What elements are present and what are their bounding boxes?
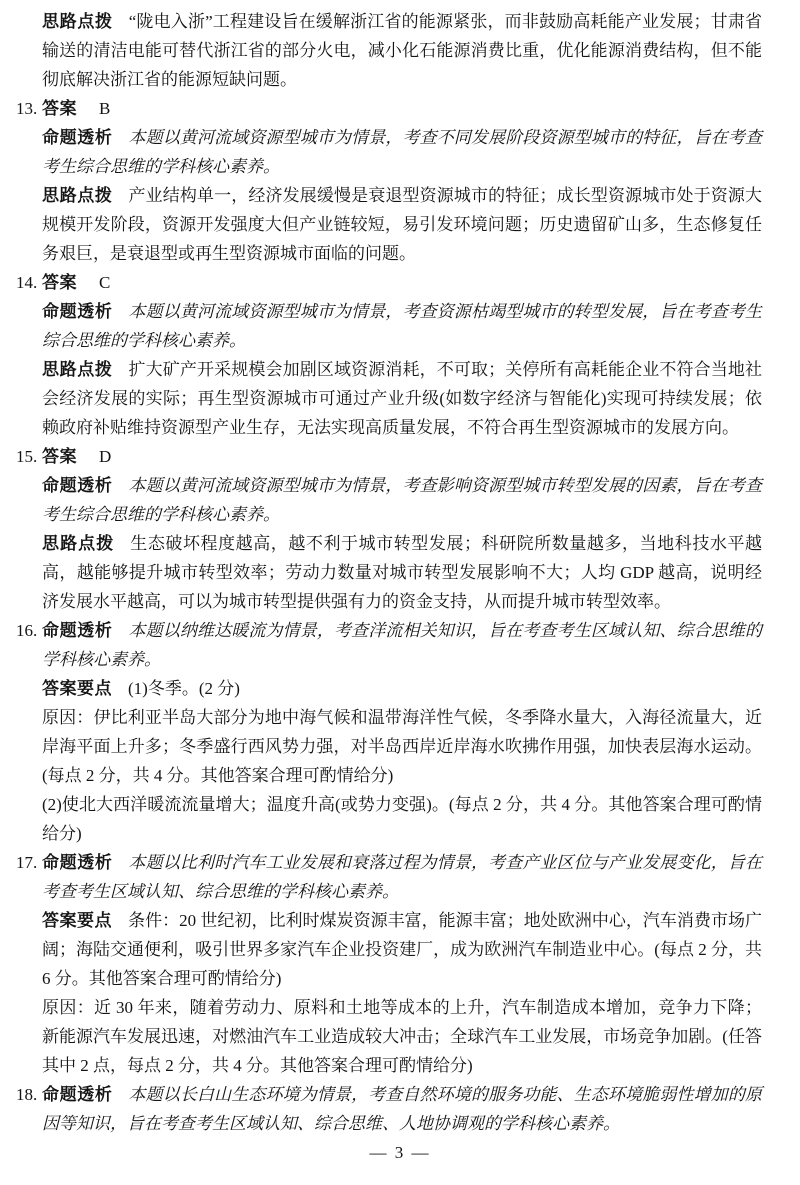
paragraph-text: 本题以纳维达暖流为情景，考查洋流相关知识，旨在考查考生区域认知、综合思维的学科核心素养。 bbox=[42, 621, 762, 669]
sub-answer-paragraph bbox=[42, 790, 762, 848]
analysis-label: 命题透析 bbox=[42, 476, 113, 495]
analysis-paragraph bbox=[42, 123, 762, 181]
answer-label: 答案 bbox=[42, 99, 77, 118]
reason-paragraph bbox=[42, 993, 762, 1080]
intro-tip-paragraph bbox=[42, 7, 762, 94]
tip-label: 思路点拨 bbox=[42, 186, 113, 205]
paragraph-text: (1)冬季。(2 分) bbox=[128, 679, 240, 698]
key-points-label: 答案要点 bbox=[42, 911, 113, 930]
paragraph-text: “陇电入浙”工程建设旨在缓解浙江省的能源紧张，而非鼓励高耗能产业发展；甘肃省输送的清洁电能可替代浙江省的部分火电，减小化石能源消费比重，优化能源消费结构，但不能彻底解决浙江省的能源短缺问题。 bbox=[42, 12, 763, 89]
tip-label: 思路点拨 bbox=[42, 534, 115, 553]
paragraph-text: 原因：伊比利亚半岛大部分为地中海气候和温带海洋性气候，冬季降水量大，入海径流量大，近岸海平面上升多；冬季盛行西风势力强，对半岛西岸近岸海水吹拂作用强，加快表层海水运动。(每点 2 分，共 4 分。其他答案合理可酌情给分) bbox=[42, 708, 762, 785]
analysis-label: 命题透析 bbox=[42, 128, 113, 147]
item-number: 14. bbox=[16, 273, 38, 292]
tip-label: 思路点拨 bbox=[42, 360, 113, 379]
answer-line bbox=[16, 442, 762, 471]
analysis-label: 命题透析 bbox=[42, 621, 113, 640]
page-content bbox=[16, 7, 763, 1138]
paragraph-text: 本题以黄河流域资源型城市为情景，考查资源枯竭型城市的转型发展，旨在考查考生综合思维的学科核心素养。 bbox=[42, 302, 762, 350]
key-points-label: 答案要点 bbox=[42, 679, 112, 698]
tip-paragraph bbox=[42, 181, 762, 268]
item-number: 16. bbox=[16, 621, 38, 640]
answer-label: 答案 bbox=[42, 273, 77, 292]
item-number: 13. bbox=[16, 99, 38, 118]
analysis-paragraph bbox=[16, 848, 762, 906]
key-points-paragraph bbox=[42, 906, 762, 993]
answer-item-14 bbox=[16, 268, 762, 442]
answer-item-15 bbox=[16, 442, 763, 616]
answer-item-16 bbox=[16, 616, 762, 848]
answer-letter: D bbox=[99, 447, 112, 466]
paragraph-text: 本题以黄河流域资源型城市为情景，考查不同发展阶段资源型城市的特征，旨在考查考生综合思维的学科核心素养。 bbox=[42, 128, 762, 176]
paragraph-text: 本题以黄河流域资源型城市为情景，考查影响资源型城市转型发展的因素，旨在考查考生综合思维的学科核心素养。 bbox=[42, 476, 762, 524]
page-number-footer: — 3 — bbox=[369, 1143, 431, 1162]
paragraph-text: 原因：近 30 年来，随着劳动力、原料和土地等成本的上升，汽车制造成本增加，竞争力下降；新能源汽车发展迅速，对燃油汽车工业造成较大冲击；全球汽车工业发展，市场竞争加剧。(任答其中 2 点，每点 2 分，共 4 分。其他答案合理可酌情给分) bbox=[42, 998, 762, 1075]
item-number: 15. bbox=[16, 447, 38, 466]
item-number: 18. bbox=[16, 1085, 38, 1104]
answer-label: 答案 bbox=[42, 447, 77, 466]
paragraph-text: (2)使北大西洋暖流流量增大；温度升高(或势力变强)。(每点 2 分，共 4 分。其他答案合理可酌情给分) bbox=[42, 795, 762, 843]
analysis-label: 命题透析 bbox=[42, 853, 113, 872]
answer-letter: C bbox=[99, 273, 111, 292]
paragraph-text: 扩大矿产开采规模会加剧区域资源消耗，不可取；关停所有高耗能企业不符合当地社会经济发展的实际；再生型资源城市可通过产业升级(如数字经济与智能化)实现可持续发展；依赖政府补贴维持资源型产业生存，无法实现高质量发展，不符合再生型资源城市的发展方向。 bbox=[42, 360, 762, 437]
tip-paragraph bbox=[42, 529, 762, 616]
item-number: 17. bbox=[16, 853, 38, 872]
answer-item-17 bbox=[16, 848, 763, 1080]
analysis-paragraph bbox=[16, 616, 762, 674]
answer-line bbox=[16, 94, 762, 123]
reason-paragraph bbox=[42, 703, 762, 790]
paragraph-text: 本题以长白山生态环境为情景，考查自然环境的服务功能、生态环境脆弱性增加的原因等知识，旨在考查考生区域认知、综合思维、人地协调观的学科核心素养。 bbox=[42, 1085, 762, 1133]
key-points-paragraph bbox=[42, 674, 762, 703]
analysis-paragraph bbox=[16, 1080, 762, 1138]
answer-line bbox=[16, 268, 762, 297]
tip-label: 思路点拨 bbox=[42, 12, 113, 31]
analysis-paragraph bbox=[42, 471, 762, 529]
answer-item-18 bbox=[16, 1080, 762, 1138]
analysis-label: 命题透析 bbox=[42, 1085, 113, 1104]
analysis-label: 命题透析 bbox=[42, 302, 113, 321]
answer-item-13 bbox=[16, 94, 762, 268]
paragraph-text: 产业结构单一，经济发展缓慢是衰退型资源城市的特征；成长型资源城市处于资源大规模开发阶段，资源开发强度大但产业链较短，易引发环境问题；历史遗留矿山多，生态修复任务艰巨，是衰退型或再生型资源城市面临的问题。 bbox=[42, 186, 762, 263]
answer-letter: B bbox=[99, 99, 111, 118]
paragraph-text: 本题以比利时汽车工业发展和衰落过程为情景，考查产业区位与产业发展变化，旨在考查考生区域认知、综合思维的学科核心素养。 bbox=[42, 853, 762, 901]
paragraph-text: 条件：20 世纪初，比利时煤炭资源丰富，能源丰富；地处欧洲中心，汽车消费市场广阔；海陆交通便利，吸引世界多家汽车企业投资建厂，成为欧洲汽车制造业中心。(每点 2 分，共 6 分。其他答案合理可酌情给分) bbox=[42, 911, 763, 988]
analysis-paragraph bbox=[42, 297, 762, 355]
paragraph-text: 生态破坏程度越高，越不利于城市转型发展；科研院所数量越多，当地科技水平越高，越能够提升城市转型效率；劳动力数量对城市转型发展影响不大；人均 GDP 越高，说明经济发展水平越高，可以为城市转型提供强有力的资金支持，从而提升城市转型效率。 bbox=[42, 534, 763, 611]
tip-paragraph bbox=[42, 355, 762, 442]
